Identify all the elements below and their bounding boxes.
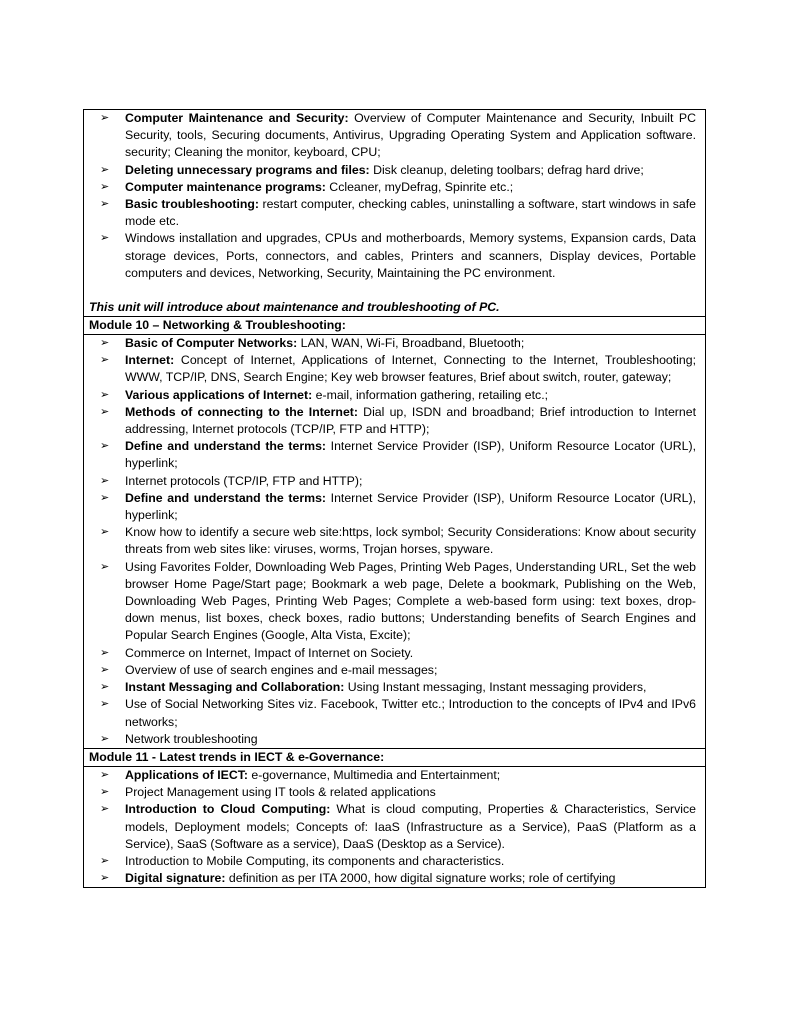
arrow-bullet-icon: ➢: [100, 232, 110, 245]
list-item: ➢ Project Management using IT tools & related applications: [84, 784, 705, 801]
list-item: ➢ Internet protocols (TCP/IP, FTP and HTTP);: [84, 473, 705, 490]
unit9-cell: [83, 109, 706, 316]
arrow-bullet-icon: ➢: [100, 786, 110, 799]
module11-title: Module 11 - Latest trends in IECT & e-Governance:: [89, 749, 385, 764]
module10-title-cell: [83, 316, 706, 334]
arrow-bullet-icon: ➢: [100, 112, 110, 124]
arrow-bullet-icon: ➢: [100, 803, 110, 816]
unit-intro: This unit will introduce about maintenance and troubleshooting of PC.: [89, 300, 500, 315]
list-item: ➢ Network troubleshooting: [84, 731, 705, 748]
list-item: ➢ Instant Messaging and Collaboration: Using Instant messaging, Instant messaging providers,: [84, 679, 705, 696]
arrow-bullet-icon: ➢: [100, 388, 110, 401]
module11-cell: [83, 766, 706, 888]
arrow-bullet-icon: ➢: [100, 872, 110, 885]
arrow-bullet-icon: ➢: [100, 198, 110, 211]
arrow-bullet-icon: ➢: [100, 474, 110, 487]
list-item: ➢ Know how to identify a secure web site:https, lock symbol; Security Considerations: Know about security threats from web sites like: viruses, worms, Trojan horses, spyware.: [100, 525, 696, 557]
arrow-bullet-icon: ➢: [100, 354, 110, 367]
list-item: ➢ Using Favorites Folder, Downloading Web Pages, Printing Web Pages, Understanding URL, Set the web browser Home Page/Start page; Bookmark a web page, Delete a bookmark, Publishing on the Web, Downloading Web Pages, Printing Web Pages; Complete a web-based form using: text boxes, drop-down menus, list boxes, check boxes, radio buttons; Understanding benefits of Search Engines and Popular Search Engines (Google, Alta Vista, Excite);: [100, 559, 696, 643]
arrow-bullet-icon: ➢: [100, 854, 110, 867]
module10-cell: [83, 334, 706, 748]
list-item: ➢ Various applications of Internet: e-mail, information gathering, retailing etc.;: [84, 387, 705, 404]
module11-title-cell: [83, 748, 706, 766]
list-item: ➢ Define and understand the terms: Internet Service Provider (ISP), Uniform Resource Locator (URL), hyperlink;: [100, 490, 696, 523]
arrow-bullet-icon: ➢: [100, 163, 110, 176]
list-item: ➢ Digital signature: definition as per ITA 2000, how digital signature works; role of certifying: [84, 870, 705, 887]
list-item: ➢ Use of Social Networking Sites viz. Facebook, Twitter etc.; Introduction to the concepts of IPv4 and IPv6 networks;: [100, 697, 696, 729]
module11-list: [84, 767, 705, 887]
arrow-bullet-icon: ➢: [100, 560, 110, 573]
list-item: ➢ Introduction to Mobile Computing, its components and characteristics.: [84, 853, 705, 870]
list-item: ➢ Define and understand the terms: Internet Service Provider (ISP), Uniform Resource Locator (URL), hyperlink;: [100, 439, 696, 471]
arrow-bullet-icon: ➢: [100, 491, 110, 504]
list-item: ➢ Internet: Concept of Internet, Applications of Internet, Connecting to the Internet, Troubleshooting; WWW, TCP/IP, DNS, Search Engine; Key web browser features, Brief about switch, router, gateway;: [100, 353, 696, 385]
arrow-bullet-icon: ➢: [100, 440, 110, 453]
arrow-bullet-icon: ➢: [100, 180, 110, 193]
list-item: ➢ Basic troubleshooting: restart computer, checking cables, uninstalling a software, start windows in safe mode etc.: [100, 197, 696, 229]
list-item: ➢ Deleting unnecessary programs and files: Disk cleanup, deleting toolbars; defrag hard drive;: [84, 162, 705, 179]
arrow-bullet-icon: ➢: [100, 732, 110, 745]
syllabus-table: [83, 109, 706, 888]
list-item: ➢ Windows installation and upgrades, CPUs and motherboards, Memory systems, Expansion cards, Data storage devices, Ports, connectors, and cables, Printers and scanners, Display devices, Portable computers and devices, Networking, Security, Maintaining the PC environment.: [100, 231, 696, 280]
unit9-list: [84, 110, 705, 282]
arrow-bullet-icon: ➢: [100, 526, 110, 539]
list-item: ➢ Computer Maintenance and Security: Overview of Computer Maintenance and Security, Inbuilt PC Security, tools, Securing documents, Antivirus, Upgrading Operating System and Application software. security; Cleaning the monitor, keyboard, CPU;: [100, 111, 696, 160]
module10-list: [84, 335, 705, 748]
list-item: ➢ Basic of Computer Networks: LAN, WAN, Wi-Fi, Broadband, Bluetooth;: [84, 335, 705, 352]
list-item: ➢ Applications of IECT: e-governance, Multimedia and Entertainment;: [84, 767, 705, 784]
arrow-bullet-icon: ➢: [100, 681, 110, 694]
arrow-bullet-icon: ➢: [100, 698, 110, 711]
arrow-bullet-icon: ➢: [100, 337, 110, 350]
arrow-bullet-icon: ➢: [100, 646, 110, 659]
list-item: ➢ Introduction to Cloud Computing: What is cloud computing, Properties & Characteristics, Service models, Deployment models; Concepts of: IaaS (Infrastructure as a Service), PaaS (Platform as a Service), SaaS (Software as a service), DaaS (Desktop as a Service).: [100, 802, 696, 851]
list-item: ➢ Computer maintenance programs: Ccleaner, myDefrag, Spinrite etc.;: [84, 179, 705, 196]
list-item: ➢ Commerce on Internet, Impact of Internet on Society.: [84, 645, 705, 662]
arrow-bullet-icon: ➢: [100, 768, 110, 781]
arrow-bullet-icon: ➢: [100, 663, 110, 676]
list-item: ➢ Overview of use of search engines and e-mail messages;: [84, 662, 705, 679]
arrow-bullet-icon: ➢: [100, 405, 110, 418]
list-item: ➢ Methods of connecting to the Internet: Dial up, ISDN and broadband; Brief introduction to Internet addressing, Internet protocols (TCP/IP, FTP and HTTP);: [100, 404, 696, 437]
module10-title: Module 10 – Networking & Troubleshooting:: [89, 318, 346, 333]
